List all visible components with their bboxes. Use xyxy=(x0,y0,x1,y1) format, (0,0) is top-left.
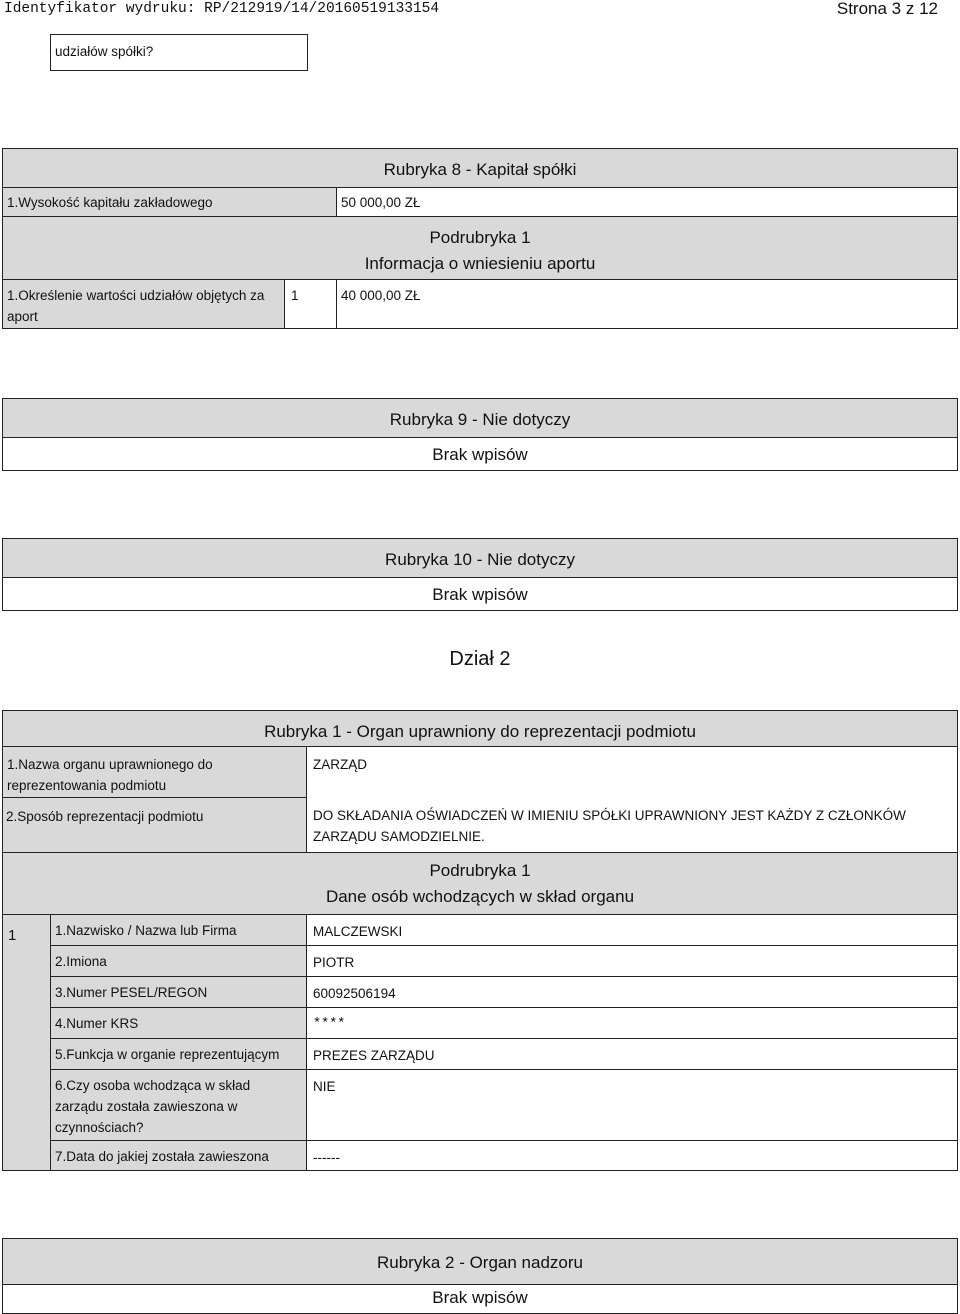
person-field1-value: MALCZEWSKI xyxy=(313,924,403,939)
rubryka9-body xyxy=(2,437,958,471)
person-field2-value: PIOTR xyxy=(313,955,355,970)
r1-field2-value-line2: ZARZĄDU SAMODZIELNIE. xyxy=(313,829,485,844)
person-field2-label: 2.Imiona xyxy=(55,954,107,969)
aport-index-cell xyxy=(284,279,337,329)
rubryka2-empty-text: Brak wpisów xyxy=(432,1288,528,1307)
r1-field1-label-line2: reprezentowania podmiotu xyxy=(7,778,167,793)
aport-value: 40 000,00 ZŁ xyxy=(341,288,421,303)
person-field4-value-cell xyxy=(306,1007,958,1039)
page-number: Strona 3 z 12 xyxy=(836,0,938,18)
aport-label xyxy=(7,285,264,327)
person-field1-value-cell xyxy=(306,914,958,946)
person-field6-label-line3: czynnościach? xyxy=(55,1120,144,1135)
rubryka9-empty-text: Brak wpisów xyxy=(432,445,528,464)
person-field6-label xyxy=(55,1075,250,1138)
rubryka8-field1-value: 50 000,00 ZŁ xyxy=(341,195,421,210)
rubryka2-header xyxy=(2,1238,958,1285)
r1-field2-value xyxy=(313,805,906,847)
aport-label-cell xyxy=(2,279,285,329)
r1-field1-label-line1: 1.Nazwa organu uprawnionego do xyxy=(7,757,213,772)
rubryka8-header xyxy=(2,148,958,188)
aport-subheader xyxy=(2,216,958,280)
person-field4-value: **** xyxy=(313,1017,346,1032)
person-index: 1 xyxy=(8,927,17,944)
person-field5-value-cell xyxy=(306,1038,958,1070)
rubryka10-title: Rubryka 10 - Nie dotyczy xyxy=(385,550,575,569)
person-field5-label: 5.Funkcja w organie reprezentującym xyxy=(55,1047,280,1062)
person-field3-value: 60092506194 xyxy=(313,986,396,1001)
aport-sub-subtitle: Informacja o wniesieniu aportu xyxy=(364,254,596,273)
person-field7-label: 7.Data do jakiej została zawieszona xyxy=(55,1149,269,1164)
members-subheader xyxy=(2,861,958,907)
r1-field2-label: 2.Sposób reprezentacji podmiotu xyxy=(6,809,204,824)
r1-field1-label xyxy=(7,754,213,796)
person-field3-label: 3.Numer PESEL/REGON xyxy=(55,985,208,1000)
aport-value-cell xyxy=(336,279,958,329)
r1-field1-value: ZARZĄD xyxy=(313,757,367,772)
person-field6-label-line2: zarządu została zawieszona w xyxy=(55,1099,238,1114)
dzial2-heading xyxy=(0,648,960,671)
person-field4-label: 4.Numer KRS xyxy=(55,1016,139,1031)
aport-label-line2: aport xyxy=(7,309,38,324)
person-field6-label-line1: 6.Czy osoba wchodząca w skład xyxy=(55,1078,251,1093)
rubryka1-title: Rubryka 1 - Organ uprawniony do reprezentacji podmiotu xyxy=(264,722,696,741)
top-fragment-label: udziałów spółki? xyxy=(55,44,154,59)
rubryka8-field1-label: 1.Wysokość kapitału zakładowego xyxy=(7,195,213,210)
top-fragment-row xyxy=(50,34,308,71)
aport-index: 1 xyxy=(291,288,299,303)
members-sub-subtitle: Dane osób wchodzących w skład organu xyxy=(325,887,635,906)
person-index-cell xyxy=(2,914,51,1171)
dzial2-title: Dział 2 xyxy=(449,648,511,670)
person-field3-value-cell xyxy=(306,976,958,1008)
r1-field2-value-line1: DO SKŁADANIA OŚWIADCZEŃ W IMIENIU SPÓŁKI UPRAWNIONY JEST KAŻDY Z CZŁONKÓW xyxy=(313,808,906,823)
r1-field1-value-cell xyxy=(306,746,958,798)
rubryka10-header xyxy=(2,538,958,578)
person-field1-label: 1.Nazwisko / Nazwa lub Firma xyxy=(55,923,237,938)
rubryka8-field1-label-cell xyxy=(2,187,337,217)
person-field6-value: NIE xyxy=(313,1079,336,1094)
print-identifier: Identyfikator wydruku: RP/212919/14/20160519133154 xyxy=(4,1,440,17)
r1-field2-value-cell xyxy=(306,797,958,853)
rubryka9-title: Rubryka 9 - Nie dotyczy xyxy=(389,410,571,429)
rubryka1-header xyxy=(2,722,958,742)
rubryka2-body xyxy=(2,1284,958,1314)
rubryka10-empty-text: Brak wpisów xyxy=(432,585,528,604)
rubryka9-header xyxy=(2,398,958,438)
rubryka8-title: Rubryka 8 - Kapitał spółki xyxy=(383,160,577,179)
person-field2-value-cell xyxy=(306,945,958,977)
rubryka8-field1-value-cell xyxy=(336,187,958,217)
r1-field1-label-cell xyxy=(2,746,307,798)
person-field7-value-cell xyxy=(306,1140,958,1171)
person-field6-value-cell xyxy=(306,1069,958,1141)
person-field7-value: ------ xyxy=(313,1150,340,1165)
aport-sub-title: Podrubryka 1 xyxy=(429,228,531,247)
aport-label-line1: 1.Określenie wartości udziałów objętych za xyxy=(7,288,265,303)
rubryka10-body xyxy=(2,577,958,611)
person-field5-value: PREZES ZARZĄDU xyxy=(313,1048,435,1063)
members-sub-title: Podrubryka 1 xyxy=(429,861,531,880)
rubryka2-title: Rubryka 2 - Organ nadzoru xyxy=(377,1253,583,1272)
